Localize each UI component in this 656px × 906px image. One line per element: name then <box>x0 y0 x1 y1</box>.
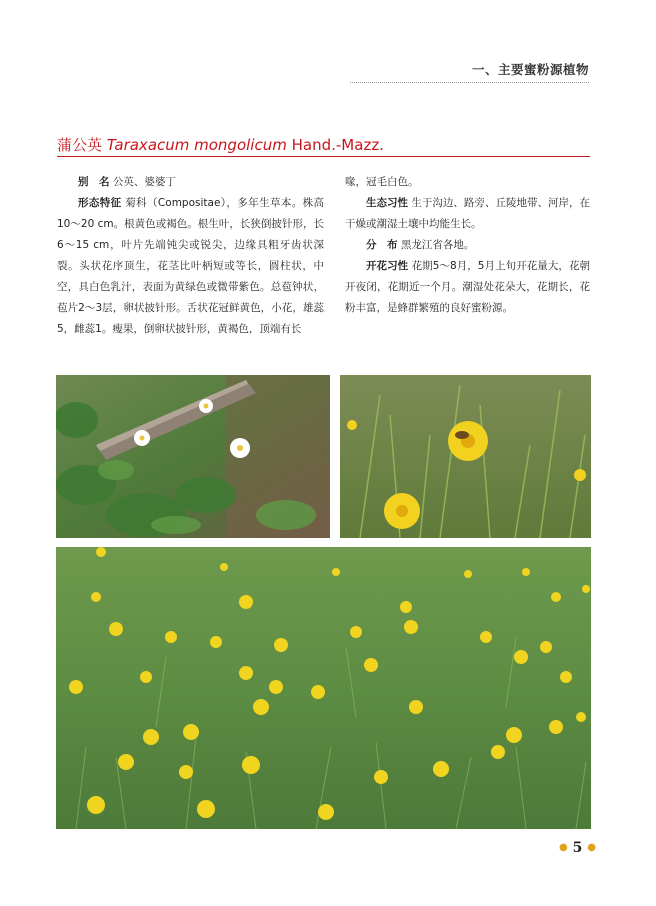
flowering-label: 开花习性 <box>366 260 409 272</box>
page-number-value: 5 <box>572 840 583 856</box>
morphology-text: 菊科（Compositae），多年生草本。株高10～20 cm。根黄色或褐色。根生叶，长狭倒披针形，长6～15 cm，叶片先端钝尖或锐尖，边缘具粗牙齿状深裂。头状花序顶生，花茎比叶柄短或等长，圆柱状，中空，具白色乳汁，表面为黄绿色或微带紫色。总苞钟状，苞片2～3层，卵状披针形。舌状花冠鲜黄色，小花，雄蕊5，雌蕊1。瘦果，倒卵状披针形，黄褐色，顶端有长 <box>57 197 325 335</box>
photo-yellow-dandelion-bee <box>340 375 591 538</box>
page-number <box>559 840 596 856</box>
ecology-text: 生于沟边、路旁、丘陵地带、河岸，在干燥或潮湿土壤中均能生长。 <box>345 197 591 230</box>
page-title <box>57 134 384 155</box>
title-divider <box>57 156 590 157</box>
plant-latin-name: Taraxacum mongolicum <box>106 136 287 154</box>
running-header: 一、主要蜜粉源植物 <box>471 62 589 77</box>
distribution-label: 分 布 <box>366 239 398 251</box>
alias-paragraph <box>57 172 324 193</box>
distribution-paragraph <box>345 235 590 256</box>
right-dot: ● <box>587 842 596 853</box>
distribution-text: 黑龙江省各地。 <box>400 239 475 251</box>
plant-cn-name: 蒲公英 <box>57 136 103 154</box>
text-column-right <box>345 172 590 319</box>
photo-dandelion-meadow <box>56 547 591 829</box>
morphology-paragraph <box>57 193 324 340</box>
flowering-paragraph <box>345 256 590 319</box>
morphology-label: 形态特征 <box>78 197 122 209</box>
text-column-left <box>57 172 324 340</box>
flowering-text: 花期5～8月，5月上旬开花量大，花朝开夜闭，花期近一个月。潮湿处花朵大，花期长，花粉丰富，是蜂群繁殖的良好蜜粉源。 <box>345 260 590 314</box>
morphology-continuation: 喙，冠毛白色。 <box>345 176 419 188</box>
header-divider <box>350 82 589 83</box>
alias-label: 别 名 <box>78 176 110 188</box>
ecology-label: 生态习性 <box>366 197 409 209</box>
photo-white-dandelion <box>56 375 330 538</box>
ecology-paragraph <box>345 193 590 235</box>
left-dot: ● <box>559 842 568 853</box>
alias-value: 公英、婆婆丁 <box>112 176 176 188</box>
plant-author: Hand.-Mazz. <box>291 136 384 154</box>
